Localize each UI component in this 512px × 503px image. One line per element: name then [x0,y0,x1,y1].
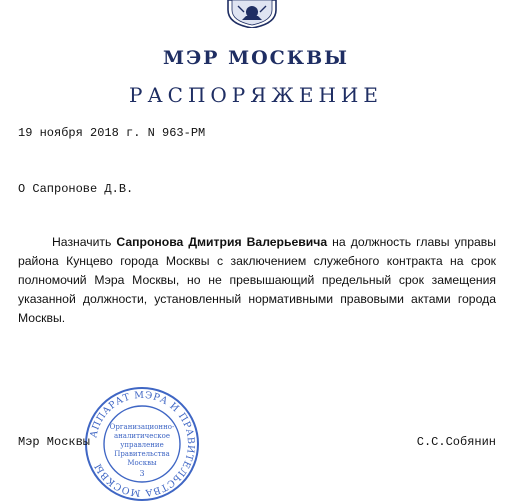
document-type-heading: РАСПОРЯЖЕНИЕ [129,83,383,107]
document-subject: О Сапронове Д.В. [18,182,134,196]
signatory-name: С.С.Собянин [416,435,496,449]
stamp-number: 3 [139,469,145,478]
date-and-number: 19 ноября 2018 г. N 963-РМ [18,126,206,140]
signatory-role: Мэр Москвы [18,435,91,449]
stamp-line-5: Москвы [127,459,157,467]
stamp-line-3: управление [120,441,164,449]
stamp-line-1: Организационно- [109,423,175,431]
body-lead: Назначить [52,235,112,249]
stamp-line-2: аналитическое [113,432,171,440]
body-rest: на должность главы управы района Кунцево города Москвы с заключением служебного контракта на срок полномочий Мэра Москвы, но не превышающий предельный срок замещения указанной должности, установленный нормативными правовыми актами города Москвы. [18,235,496,325]
stamp-ring-text: АППАРАТ МЭРА И ПРАВИТЕЛЬСТВА МОСКВЫ [88,389,197,499]
moscow-coat-of-arms-icon [224,0,280,28]
appointee-name: Сапронова Дмитрия Валерьевича [116,235,328,249]
order-body [18,233,496,328]
official-stamp [83,385,201,503]
stamp-line-4: Правительства [114,450,170,458]
issuer-heading: МЭР МОСКВЫ [163,47,349,69]
